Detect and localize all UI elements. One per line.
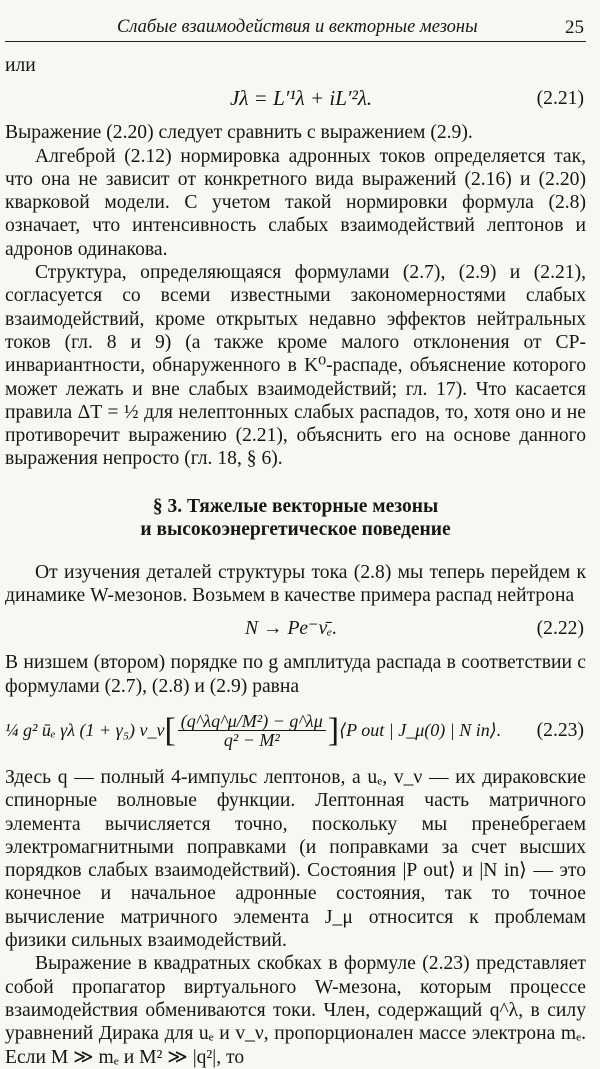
running-head-title: Слабые взаимодействия и векторные мезоны xyxy=(117,16,478,37)
equation-2-21 xyxy=(5,79,586,117)
equation-2-22-formula: N → Pe⁻ν̄ₑ. xyxy=(245,617,338,639)
right-bracket: ] xyxy=(327,711,340,749)
section-heading xyxy=(5,495,586,541)
equation-2-23-formula xyxy=(5,712,501,749)
propagator-denominator: q² − M² xyxy=(223,730,280,751)
paragraph-2: Алгеброй (2.12) нормировка адронных токов определяется так, что она не зависит от конкретного вида выражений (2.16) и (2.20) кварковой модели. С учетом такой нормировки формула (2.8) означает, что интенсивность слабых взаимодействий лептонов и адронов одинакова. xyxy=(5,145,586,260)
equation-2-23-number: (2.23) xyxy=(536,720,584,742)
section-heading-line-2: и высокоэнергетическое поведение xyxy=(140,518,451,540)
equation-2-21-number: (2.21) xyxy=(536,87,584,109)
propagator-numerator: (q^λq^μ/M²) − g^λμ xyxy=(178,712,326,731)
propagator-fraction xyxy=(178,712,326,749)
paragraph-3: Структура, определяющаяся формулами (2.7), (2.9) и (2.21), согласуется со всеми известными закономерностями слабых взаимодействий, кроме открытых недавно эффектов нейтральных токов (гл. 8 и 9) (а также кроме малого отклонения от CP-инвариантности, обнаруженного в K⁰-распаде, объяснение которого может лежать и вне слабых взаимодействий; гл. 17). Что касается правила ΔT = ½ для нелептонных слабых распадов, то, хотя оно и не противоречит выражению (2.21), объяснить его на основе данного выражения непросто (гл. 18, § 6). xyxy=(5,262,586,470)
equation-2-23-prefix: ¼ g² ūₑ γλ (1 + γ₅) v_ν xyxy=(5,720,165,741)
paragraph-7: Выражение в квадратных скобках в формуле (2.23) представляет собой пропагатор виртуального W-мезона, которым процессе взаимодействия обмениваются токи. Член, содержащий q^λ, в силу уравнений Дирака для uₑ и v_ν, пропорционален массе электрона mₑ. Если M ≫ mₑ и M² ≫ |q²|, то xyxy=(5,953,586,1068)
equation-2-22 xyxy=(5,609,586,647)
equation-2-21-formula: Jλ = L′¹λ + iL′²λ. xyxy=(230,85,373,110)
paragraph-1: Выражение (2.20) следует сравнить с выражением (2.9). xyxy=(5,122,473,144)
left-bracket: [ xyxy=(164,711,176,749)
lead-word: или xyxy=(5,55,36,76)
page-number: 25 xyxy=(565,16,584,38)
equation-2-23-suffix: ⟨P out | J_μ(0) | N in⟩. xyxy=(339,720,502,741)
paragraph-5: В низшем (втором) порядке по g амплитуда распада в соответствии с формулами (2.7), (2.8) и (2.9) равна xyxy=(5,652,586,697)
equation-2-23 xyxy=(5,702,586,760)
equation-2-22-number: (2.22) xyxy=(536,617,584,639)
running-head xyxy=(5,0,586,42)
section-heading-line-1: § 3. Тяжелые векторные мезоны xyxy=(152,495,439,517)
paragraph-6: Здесь q — полный 4-импульс лептонов, а uₑ, v_ν — их дираковские спинорные волновые функции. Лептонная часть матричного элемента вычисляется точно, поскольку мы пренебрегаем электромагнитными поправками (и поправками за счет высших порядков слабых взаимодействий). Состояния |P out⟩ и |N in⟩ — это конечное и начальное адронные состояния, так то точное вычисление матричного элемента J_μ относится к проблемам физики сильных взаимодействий. xyxy=(5,766,586,952)
paragraph-4: От изучения деталей структуры тока (2.8) мы теперь перейдем к динамике W-мезонов. Возьмем в качестве примера распад нейтрона xyxy=(5,561,586,607)
